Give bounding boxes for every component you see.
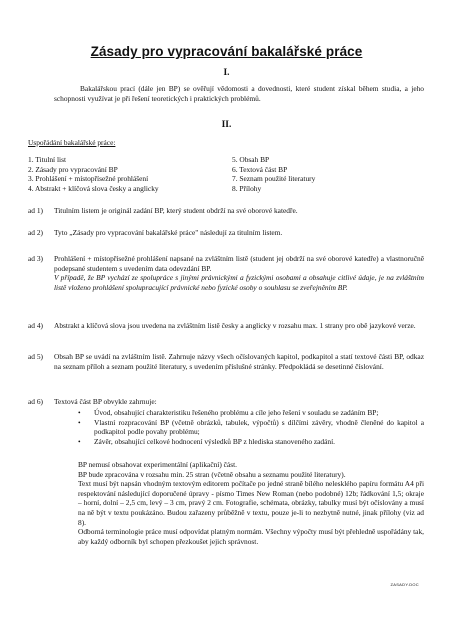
requirements-block bbox=[78, 460, 424, 546]
item-label: ad 2) bbox=[28, 228, 43, 237]
list-item: 5. Obsah BP bbox=[232, 155, 270, 164]
requirement-line: BP nemusí obsahovat experimentální (aplikační) část. bbox=[78, 460, 237, 469]
footer-filename: ZASADY.DOC bbox=[390, 582, 419, 587]
list-item: 6. Textová část BP bbox=[232, 164, 288, 174]
item-text: Titulním listem je originál zadání BP, který student obdrží na své oborové katedře. bbox=[54, 206, 298, 215]
structure-list-right bbox=[232, 155, 315, 193]
item-ad3 bbox=[28, 254, 424, 292]
structure-list-left bbox=[28, 155, 159, 193]
requirement-paragraph: Odborná terminologie práce musí odpovídat platným normám. Všechny výpočty musí být přehledně uspořádány tak, aby každý odborník byl schopen přezkoušet jejich správnost. bbox=[78, 527, 424, 546]
list-item: 1. Titulní list bbox=[28, 155, 66, 164]
item-italic-note: V případě, že BP vychází ze spolupráce s jinými právnickými a fyzickými osobami a obsahuje citlivé údaje, je na zvláštním listě vloženo prohlášení spolupracující právnické nebo fyzické osoby o souhlasu se zveřejněním BP. bbox=[54, 273, 424, 292]
bullet-item: • Závěr, obsahující celkové hodnocení výsledků BP z hlediska stanoveného zadání. bbox=[78, 437, 424, 447]
section-numeral-2: II. bbox=[221, 120, 232, 130]
item-label: ad 5) bbox=[28, 352, 43, 361]
item-label: ad 3) bbox=[28, 254, 43, 263]
item-text: Textová část BP obvykle zahrnuje: bbox=[54, 397, 157, 406]
item-label: ad 1) bbox=[28, 206, 43, 215]
requirement-line: BP bude zpracována v rozsahu min. 25 stran (včetně obsahu a seznamu použité literatury). bbox=[78, 469, 346, 479]
list-item: 4. Abstrakt + klíčová slova česky a anglicky bbox=[28, 183, 159, 193]
bullet-item: • Úvod, obsahující charakteristiku řešeného problému a cíle jeho řešení v souladu se zadáním BP; bbox=[78, 408, 424, 418]
content-bullet-list bbox=[78, 408, 424, 446]
item-ad6 bbox=[28, 397, 424, 407]
section-numeral-1: I. bbox=[223, 68, 230, 78]
item-ad1 bbox=[28, 206, 424, 216]
section-1-paragraph: Bakalářskou prací (dále jen BP) se ověřují vědomosti a dovednosti, které student získal během studia, a jeho schopnosti využívat je při řešení teoretických i praktických problémů. bbox=[54, 84, 424, 103]
item-label: ad 6) bbox=[28, 397, 43, 406]
list-item: 2. Zásady pro vypracování BP bbox=[28, 164, 118, 174]
document-title: Zásady pro vypracování bakalářské práce bbox=[90, 44, 363, 59]
list-item: 3. Prohlášení + místopřísežné prohlášení bbox=[28, 174, 149, 184]
list-item: 8. Přílohy bbox=[232, 183, 262, 193]
requirement-paragraph: Text musí být napsán vhodným textovým editorem počítače po jedné straně bílého nelesklého papíru formátu A4 při respektování následující doporučené úpravy - písmo Times New Roman (nebo podobné) 12b; řádkování 1,5; okraje – horní, dolní – 2,5 cm, levý – 3 cm, pravý 2 cm. Fotografie, schémata, obrázky, tabulky musí být očíslovány a musí na ně být v textu poukázáno. Budou zařazeny průběžně v textu, pouze je-li to nezbytně nutné, jinak přílohy (viz ad 8). bbox=[78, 479, 424, 527]
item-text: Tyto „Zásady pro vypracování bakalářské práce" následují za titulním listem. bbox=[54, 228, 283, 237]
structure-heading: Uspořádání bakalářské práce: bbox=[28, 138, 116, 147]
item-text: Abstrakt a klíčová slova jsou uvedena na zvláštním listě česky a anglicky v rozsahu max. 1 strany pro obě jazykové verze. bbox=[54, 321, 416, 330]
item-text: Obsah BP se uvádí na zvláštním listě. Zahrnuje názvy všech očíslovaných kapitol, podkapitol a statí textové části BP, odkaz na seznam příloh a seznam použité literatury, s uvedením příslušné stránky. Předpokládá se desetinné číslování. bbox=[54, 352, 424, 371]
list-item: 7. Seznam použité literatury bbox=[232, 174, 316, 184]
item-ad4 bbox=[28, 321, 424, 331]
item-ad5 bbox=[28, 352, 424, 371]
item-text: Prohlášení + místopřísežné prohlášení napsané na zvláštním listě (student jej obdrží na své oborové katedře) a vlastnoručně podepsané studentem s uvedením data odevzdání BP. bbox=[54, 254, 424, 273]
item-label: ad 4) bbox=[28, 321, 43, 330]
item-ad2 bbox=[28, 228, 424, 238]
bullet-item: • Vlastní rozpracování BP (včetně obrázků, tabulek, výpočtů) s dílčími závěry, vhodně členěné do kapitol a podkapitol podle povahy problému; bbox=[78, 418, 424, 437]
